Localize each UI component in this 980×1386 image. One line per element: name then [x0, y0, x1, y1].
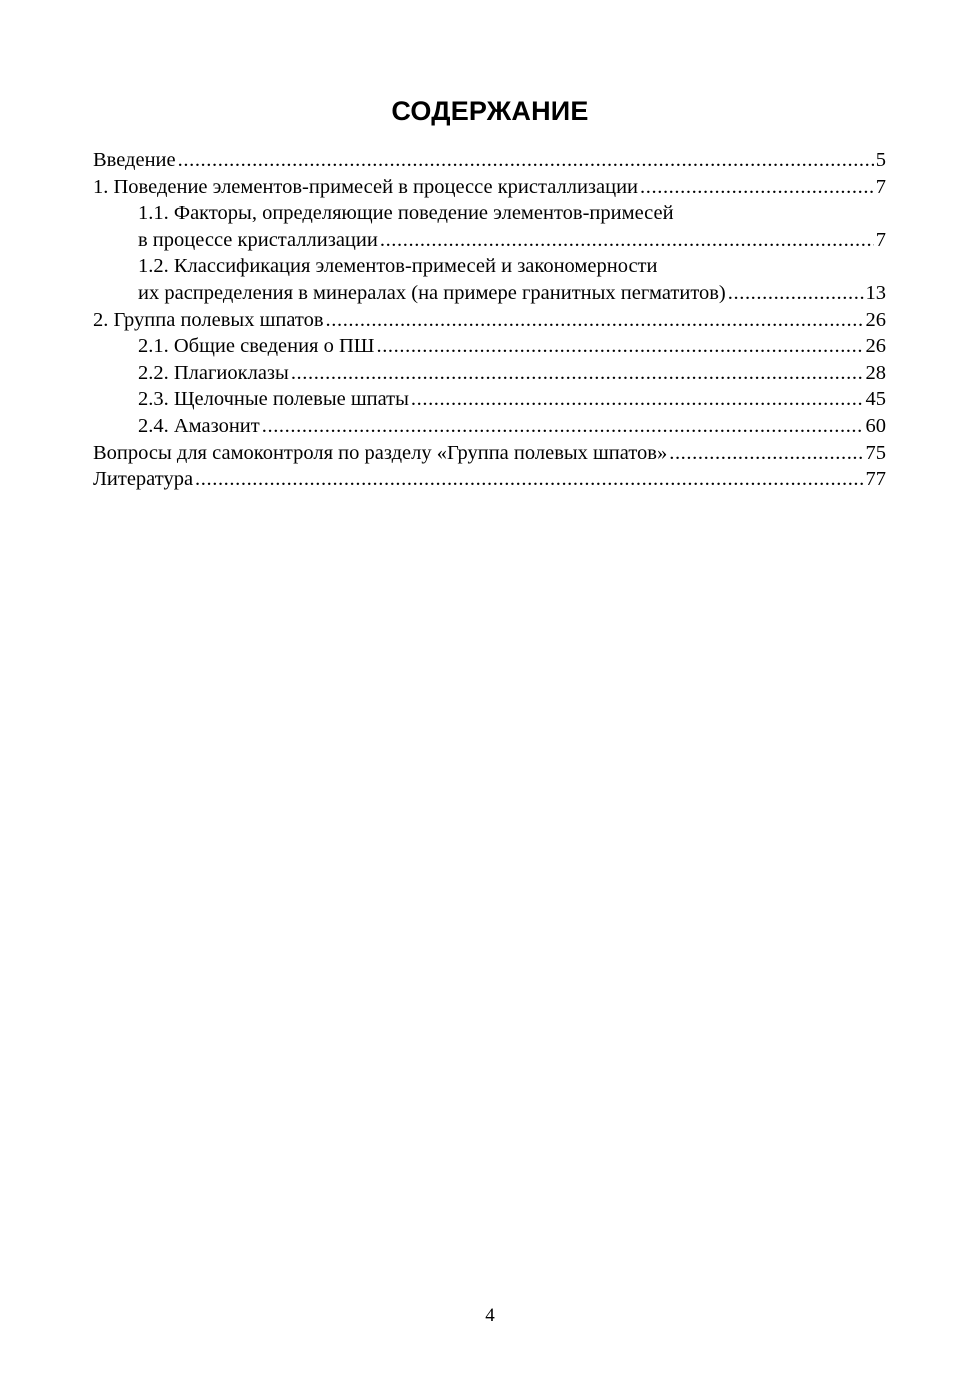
toc-entry-questions[interactable] [93, 440, 886, 467]
toc-entry-section-2-2[interactable] [93, 360, 886, 387]
dot-leader [669, 440, 863, 467]
toc-entry-title: 2.2. Плагиоклазы [138, 361, 289, 384]
toc-entry-chapter-1[interactable] [93, 174, 886, 201]
toc-page-number: 7 [875, 228, 886, 251]
toc-page-number: 5 [875, 149, 886, 171]
toc-entry-title: 2.1. Общие сведения о ПШ [138, 335, 375, 358]
toc-entry-section-1-1-continued[interactable] [93, 227, 886, 254]
toc-entry-section-1-1[interactable] [93, 200, 886, 227]
toc-entry-title: Введение [93, 149, 176, 171]
dot-leader [411, 386, 864, 413]
dot-leader [728, 280, 864, 307]
toc-entry-title: 2.3. Щелочные полевые шпаты [138, 388, 409, 411]
toc-entry-title: их распределения в минералах (на примере гранитных пегматитов) [138, 281, 726, 304]
dot-leader [326, 307, 864, 334]
toc-entry-literature[interactable] [93, 466, 886, 493]
toc-entry-title: Литература [93, 468, 194, 491]
toc-entry-title: 1.1. Факторы, определяющие поведение элементов-примесей [138, 202, 674, 225]
toc-page-number: 7 [875, 175, 886, 198]
dot-leader [291, 360, 864, 387]
toc-page-number: 60 [865, 414, 886, 437]
toc-entry-title: 2. Группа полевых шпатов [93, 308, 324, 331]
toc-entry-introduction[interactable] [93, 147, 886, 174]
toc-entry-title: 1.2. Классификация элементов-примесей и закономерности [138, 255, 658, 278]
page-title: СОДЕРЖАНИЕ [391, 96, 589, 126]
dot-leader [380, 227, 874, 254]
dot-leader [640, 174, 874, 201]
dot-leader [376, 333, 863, 360]
toc-entry-title: 2.4. Амазонит [138, 414, 260, 437]
toc-page-number: 13 [865, 281, 886, 304]
toc-entry-section-2-1[interactable] [93, 333, 886, 360]
dot-leader [178, 147, 874, 174]
toc-entry-chapter-2[interactable] [93, 307, 886, 334]
toc-page-number: 75 [865, 441, 886, 464]
toc-page-number: 77 [865, 468, 886, 491]
dot-leader [195, 466, 863, 493]
toc-page-number: 45 [865, 388, 886, 411]
page-number: 4 [485, 1305, 495, 1326]
toc-page-number: 26 [865, 335, 886, 358]
toc-entry-title: Вопросы для самоконтроля по разделу «Группа полевых шпатов» [93, 441, 668, 464]
toc-entry-title: в процессе кристаллизации [138, 228, 378, 251]
table-of-contents [93, 147, 886, 493]
dot-leader [262, 413, 864, 440]
toc-entry-section-2-3[interactable] [93, 386, 886, 413]
toc-entry-title: 1. Поведение элементов-примесей в процессе кристаллизации [93, 175, 639, 198]
toc-page-number: 26 [865, 308, 886, 331]
toc-entry-section-1-2-continued[interactable] [93, 280, 886, 307]
toc-entry-section-2-4[interactable] [93, 413, 886, 440]
toc-entry-section-1-2[interactable] [93, 253, 886, 280]
toc-page-number: 28 [865, 361, 886, 384]
